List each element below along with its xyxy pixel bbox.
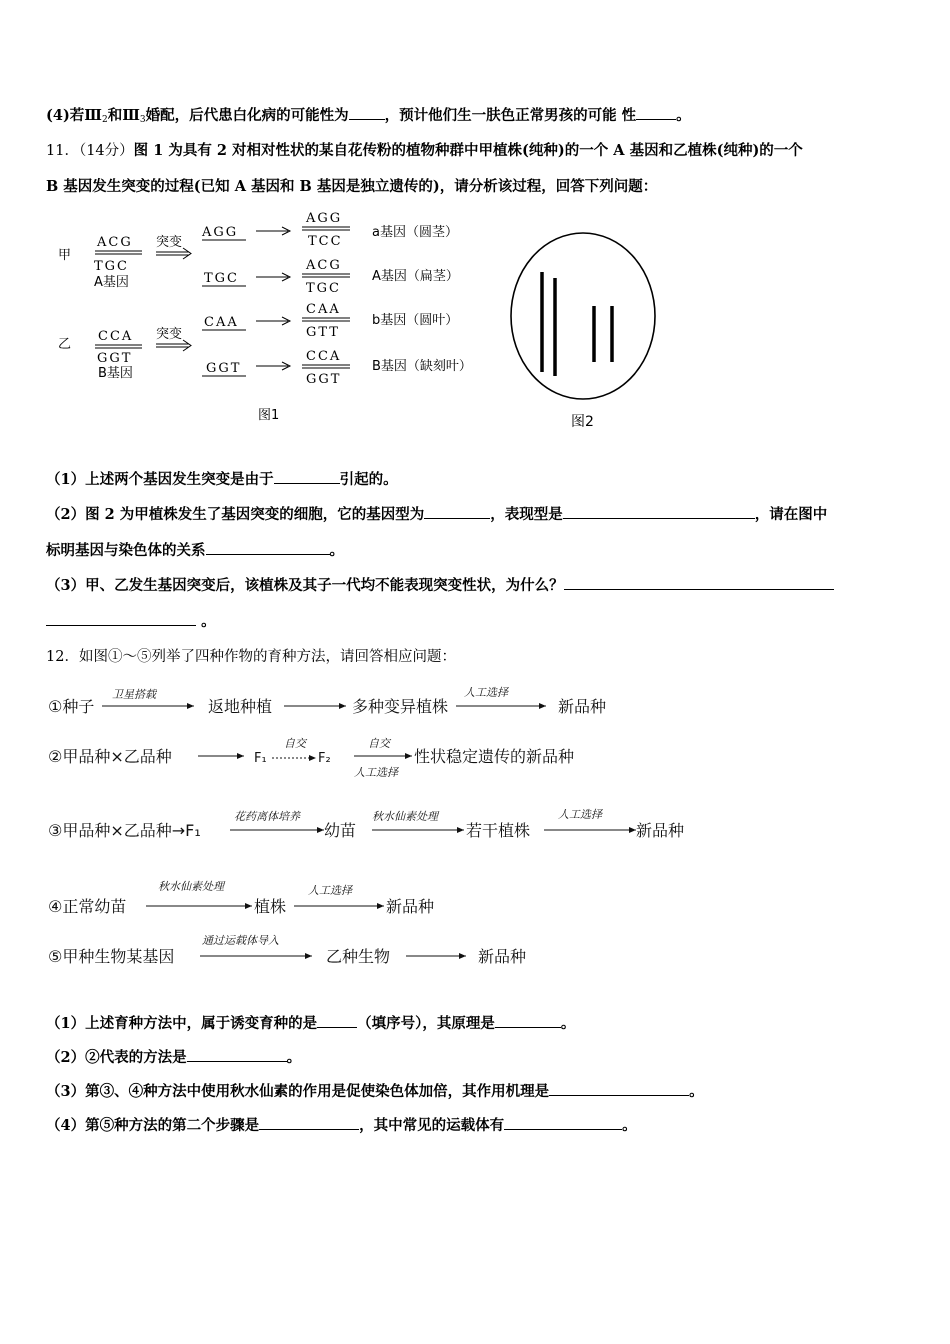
row2-bottom: TGC	[306, 281, 342, 296]
row4-top: CCA	[306, 349, 342, 364]
row4-gene-label: B基因（缺刻叶）	[372, 359, 472, 374]
jia-bottom-strand: TGC	[94, 259, 130, 274]
yi-label: 乙	[58, 337, 72, 352]
q11-sub1: （1）上述两个基因发生突变是由于 引起的。	[46, 471, 398, 488]
row1-gene-label: a基因（圆茎）	[372, 225, 458, 240]
answer-blank[interactable]	[46, 612, 196, 626]
q12-stem: 12．如图①～⑤列举了四种作物的育种方法，请回答相应问题：	[46, 649, 456, 665]
m5-start: ⑤甲种生物某基因	[48, 947, 175, 966]
m2-end: 性状稳定遗传的新品种	[414, 747, 575, 766]
q11-sub3-line2: 。	[46, 610, 216, 631]
q12-sub1: （1）上述育种方法中，属于诱变育种的是 （填序号），其原理是 。	[46, 1015, 576, 1032]
answer-blank[interactable]	[187, 1048, 287, 1062]
jia-mutation-label: 突变	[156, 235, 183, 250]
m4-mid: 植株	[254, 897, 287, 916]
m3-end: 新品种	[636, 821, 685, 840]
m1-mid: 返地种植	[208, 697, 273, 716]
row1-top: AGG	[306, 211, 343, 226]
row1-bottom: TCC	[308, 234, 343, 249]
answer-blank[interactable]	[495, 1014, 561, 1028]
breeding-methods-figure	[46, 678, 746, 978]
m1-end: 新品种	[558, 697, 607, 716]
answer-blank[interactable]	[636, 106, 676, 120]
q10-sub4: (4)若$Ⅲ_2$和$Ⅲ_3$婚配，后代患白化病的可能性为 ，预计他们生一肤色正常男孩的可能 性 。	[46, 107, 691, 125]
row3-single-strand: CAA	[204, 315, 239, 330]
row3-gene-label: b基因（圆叶）	[372, 313, 459, 328]
q12-sub4: （4）第⑤种方法的第二个步骤是 ，其中常见的运载体有 。	[46, 1117, 637, 1134]
answer-blank[interactable]	[259, 1116, 359, 1130]
m3-mid: 幼苗	[324, 821, 357, 840]
m4-arrow1-label: 秋水仙素处理	[158, 880, 224, 893]
figure-1-gene-mutation	[50, 200, 500, 430]
figure-2-cell[interactable]	[505, 230, 665, 440]
q11-sub2: （2）图 2 为甲植株发生了基因突变的细胞，它的基因型为 ，表现型是 ，请在图中	[46, 506, 828, 523]
m3-arrow2-label: 秋水仙素处理	[372, 810, 438, 823]
m2-f1: F₁	[254, 751, 267, 766]
q12-sub2: （2）②代表的方法是 。	[46, 1049, 302, 1066]
m2-arrow3-top-label: 自交	[368, 737, 390, 750]
m2-arrow2-label: 自交	[284, 737, 306, 750]
jia-label: 甲	[58, 248, 72, 263]
cell-outline	[511, 233, 655, 399]
m4-arrow2-label: 人工选择	[308, 884, 352, 897]
answer-blank[interactable]	[424, 505, 490, 519]
m1-arrow3-label: 人工选择	[464, 686, 508, 699]
yi-mutation-label: 突变	[156, 327, 183, 342]
row2-single-strand: TGC	[204, 271, 240, 286]
row1-single-strand: AGG	[202, 225, 239, 240]
m4-end: 新品种	[386, 897, 435, 916]
m3-mid2: 若干植株	[466, 821, 531, 840]
m5-mid: 乙种生物	[326, 947, 391, 966]
figure-2-caption: 图2	[571, 414, 594, 430]
m4-start: ④正常幼苗	[48, 897, 127, 916]
m2-f2: F₂	[318, 751, 331, 766]
yi-gene-label: B基因	[98, 366, 133, 381]
m3-arrow3-label: 人工选择	[558, 808, 602, 821]
row3-top: CAA	[306, 302, 341, 317]
yi-bottom-strand: GGT	[97, 351, 133, 366]
answer-blank[interactable]	[564, 576, 834, 590]
m5-arrow1-label: 通过运载体导入	[202, 934, 279, 947]
answer-blank[interactable]	[549, 1082, 689, 1096]
answer-blank[interactable]	[504, 1116, 622, 1130]
row2-top: ACG	[306, 258, 342, 273]
q11-stem-line2: B 基因发生突变的过程(已知 A 基因和 B 基因是独立遗传的)，请分析该过程，回答下列问题：	[46, 178, 658, 195]
m1-arrow1-label: 卫星搭载	[112, 688, 156, 701]
answer-blank[interactable]	[349, 106, 385, 120]
jia-gene-label: A基因	[94, 275, 129, 290]
q12-sub3: （3）第③、④种方法中使用秋水仙素的作用是促使染色体加倍，其作用机理是 。	[46, 1083, 704, 1100]
answer-blank[interactable]	[317, 1014, 357, 1028]
q11-sub2-line2: 标明基因与染色体的关系 。	[46, 542, 344, 559]
row3-bottom: GTT	[306, 325, 340, 340]
row4-bottom: GGT	[306, 372, 342, 387]
m2-arrow3-bottom-label: 人工选择	[354, 766, 398, 779]
answer-blank[interactable]	[563, 505, 755, 519]
q11-sub3: （3）甲、乙发生基因突变后，该植株及其子一代均不能表现突变性状，为什么？	[46, 574, 834, 595]
m3-start: ③甲品种×乙品种→F₁	[48, 821, 201, 840]
m1-mid2: 多种变异植株	[352, 697, 449, 716]
yi-top-strand: CCA	[98, 329, 134, 344]
jia-top-strand: ACG	[97, 235, 133, 250]
m2-start: ②甲品种×乙品种	[48, 747, 172, 766]
answer-blank[interactable]	[206, 541, 330, 555]
m1-start: ①种子	[48, 697, 95, 716]
m3-arrow1-label: 花药离体培养	[234, 810, 300, 823]
figure-1-caption: 图1	[258, 408, 280, 423]
row2-gene-label: A基因（扁茎）	[372, 269, 459, 284]
answer-blank[interactable]	[274, 470, 340, 484]
m5-end: 新品种	[478, 947, 527, 966]
row4-single-strand: GGT	[206, 361, 242, 376]
q11-stem-line1: 11．（14分）图 1 为具有 2 对相对性状的某自花传粉的植物种群中甲植株(纯种)的一个 A 基因和乙植株(纯种)的一个	[46, 142, 803, 159]
